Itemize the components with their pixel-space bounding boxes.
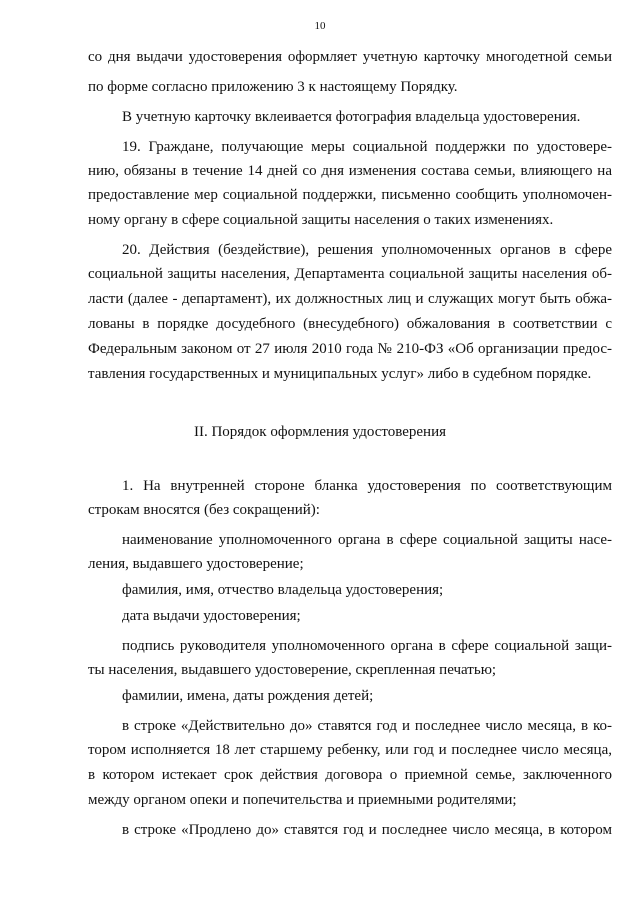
text-line: фамилия, имя, отчество владельца удостоверения; xyxy=(122,582,444,598)
text-line: в котором истекает срок действия договора о приемной семье, заключенного xyxy=(88,767,612,783)
text-line: ты населения, выдавшего удостоверение, скрепленная печатью; xyxy=(88,662,497,678)
text-line: ному органу в сфере социальной защиты населения о таких изменениях. xyxy=(88,212,554,228)
section-heading: II. Порядок оформления удостоверения xyxy=(193,424,447,440)
text-line: 20. Действия (бездействие), решения уполномоченных органов в сфере xyxy=(122,242,612,258)
text-line: по форме согласно приложению 3 к настоящему Порядку. xyxy=(88,79,458,95)
text-line: дата выдачи удостоверения; xyxy=(122,608,301,624)
text-line: тором исполняется 18 лет старшему ребенку, или год и последнее число месяца, xyxy=(88,742,612,758)
text-line: предоставление мер социальной поддержки, письменно сообщить уполномочен- xyxy=(88,187,612,203)
text-line: подпись руководителя уполномоченного органа в сфере социальной защи- xyxy=(122,638,612,654)
text-line: фамилии, имена, даты рождения детей; xyxy=(122,688,374,704)
page-number: 10 xyxy=(314,20,326,32)
text-line: со дня выдачи удостоверения оформляет учетную карточку многодетной семьи xyxy=(88,49,612,65)
text-line: в строке «Действительно до» ставятся год и последнее число месяца, в ко- xyxy=(122,718,612,734)
text-line: строкам вносятся (без сокращений): xyxy=(88,502,320,518)
text-line: между органом опеки и попечительства и приемными родителями; xyxy=(88,792,517,808)
text-line: наименование уполномоченного органа в сфере социальной защиты насе- xyxy=(122,532,612,548)
text-line: В учетную карточку вклеивается фотография владельца удостоверения. xyxy=(122,109,581,125)
text-line: нию, обязаны в течение 14 дней со дня изменения состава семьи, влияющего на xyxy=(88,163,612,179)
text-line: лованы в порядке досудебного (внесудебного) обжалования в соответствии с xyxy=(88,316,612,332)
text-line: 1. На внутренней стороне бланка удостоверения по соответствующим xyxy=(122,478,612,494)
text-line: тавления государственных и муниципальных услуг» либо в судебном порядке. xyxy=(88,366,592,382)
text-line: 19. Граждане, получающие меры социальной поддержки по удостовере- xyxy=(122,139,612,155)
text-line: в строке «Продлено до» ставятся год и последнее число месяца, в котором xyxy=(122,822,612,838)
text-line: социальной защиты населения, Департамента социальной защиты населения об- xyxy=(88,266,612,282)
text-line: ласти (далее - департамент), их должностных лиц и служащих могут быть обжа- xyxy=(88,291,612,307)
text-line: Федеральным законом от 27 июля 2010 года № 210-ФЗ «Об организации предос- xyxy=(88,341,612,357)
text-line: ления, выдавшего удостоверение; xyxy=(88,556,304,572)
